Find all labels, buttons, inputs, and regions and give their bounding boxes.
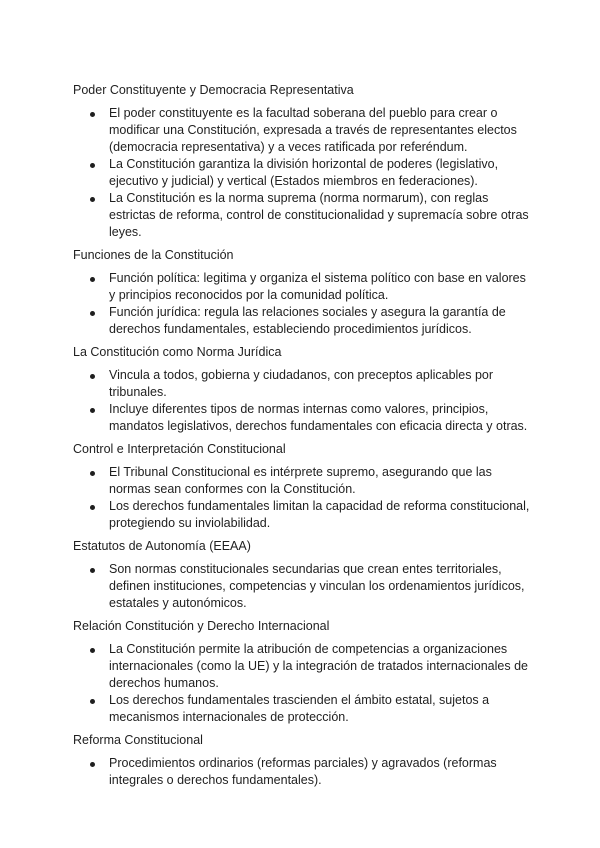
bullet-icon (90, 163, 95, 168)
list-item (73, 105, 533, 156)
bullet-list-control-interpretacion (73, 464, 533, 532)
list-item-text: La Constitución permite la atribución de competencias a organizaciones internacionales (como la UE) y la integración de tratados internacionales de derechos humanos. (109, 642, 528, 690)
list-item-text: Incluye diferentes tipos de normas internas como valores, principios, mandatos legislativos, derechos fundamentales con eficacia directa y otras. (109, 402, 528, 433)
bullet-icon (90, 568, 95, 573)
section-heading-control-interpretacion: Control e Interpretación Constitucional (73, 442, 286, 456)
bullet-icon (90, 374, 95, 379)
bullet-icon (90, 505, 95, 510)
bullet-list-norma-juridica (73, 367, 533, 435)
list-item (73, 561, 533, 612)
bullet-icon (90, 408, 95, 413)
list-item-text: Vincula a todos, gobierna y ciudadanos, con preceptos aplicables por tribunales. (109, 368, 494, 399)
list-item-text: Función política: legitima y organiza el sistema político con base en valores y principios reconocidos por la comunidad política. (109, 271, 526, 302)
list-item (73, 498, 533, 532)
bullet-icon (90, 277, 95, 282)
section-heading-derecho-internacional: Relación Constitución y Derecho Internacional (73, 619, 330, 633)
list-item-text: El poder constituyente es la facultad soberana del pueblo para crear o modificar una Constitución, expresada a través de representantes electos (democracia representativa) y a veces ratificada por referéndum. (109, 106, 517, 154)
list-item (73, 464, 533, 498)
section-heading-funciones: Funciones de la Constitución (73, 248, 234, 262)
list-item (73, 190, 533, 241)
bullet-list-reforma (73, 755, 533, 789)
list-item-text: Son normas constitucionales secundarias que crean entes territoriales, definen instituciones, competencias y vinculan los ordenamientos jurídicos, estatales y autonómicos. (109, 562, 525, 610)
list-item (73, 156, 533, 190)
bullet-list-poder-constituyente (73, 105, 533, 241)
bullet-icon (90, 762, 95, 767)
list-item (73, 401, 533, 435)
section-heading-poder-constituyente: Poder Constituyente y Democracia Representativa (73, 83, 354, 97)
list-item (73, 755, 533, 789)
list-item (73, 304, 533, 338)
list-item (73, 270, 533, 304)
bullet-icon (90, 699, 95, 704)
bullet-icon (90, 648, 95, 653)
section-heading-reforma: Reforma Constitucional (73, 733, 203, 747)
list-item-text: El Tribunal Constitucional es intérprete supremo, asegurando que las normas sean conformes con la Constitución. (109, 465, 492, 496)
list-item-text: La Constitución es la norma suprema (norma normarum), con reglas estrictas de reforma, control de constitucionalidad y supremacía sobre otras leyes. (109, 191, 529, 239)
list-item-text: La Constitución garantiza la división horizontal de poderes (legislativo, ejecutivo y judicial) y vertical (Estados miembros en federaciones). (109, 157, 499, 188)
bullet-list-estatutos (73, 561, 533, 612)
bullet-list-funciones (73, 270, 533, 338)
list-item-text: Los derechos fundamentales limitan la capacidad de reforma constitucional, protegiendo su inviolabilidad. (109, 499, 530, 530)
section-heading-norma-juridica: La Constitución como Norma Jurídica (73, 345, 282, 359)
list-item (73, 367, 533, 401)
list-item-text: Los derechos fundamentales trascienden el ámbito estatal, sujetos a mecanismos internacionales de protección. (109, 693, 490, 724)
list-item (73, 692, 533, 726)
bullet-icon (90, 471, 95, 476)
list-item (73, 641, 533, 692)
document-page (73, 82, 533, 795)
bullet-list-derecho-internacional (73, 641, 533, 726)
list-item-text: Procedimientos ordinarios (reformas parciales) y agravados (reformas integrales o derechos fundamentales). (109, 756, 497, 787)
section-heading-estatutos: Estatutos de Autonomía (EEAA) (73, 539, 251, 553)
bullet-icon (90, 197, 95, 202)
bullet-icon (90, 112, 95, 117)
list-item-text: Función jurídica: regula las relaciones sociales y asegura la garantía de derechos fundamentales, estableciendo procedimientos jurídicos. (109, 305, 506, 336)
bullet-icon (90, 311, 95, 316)
